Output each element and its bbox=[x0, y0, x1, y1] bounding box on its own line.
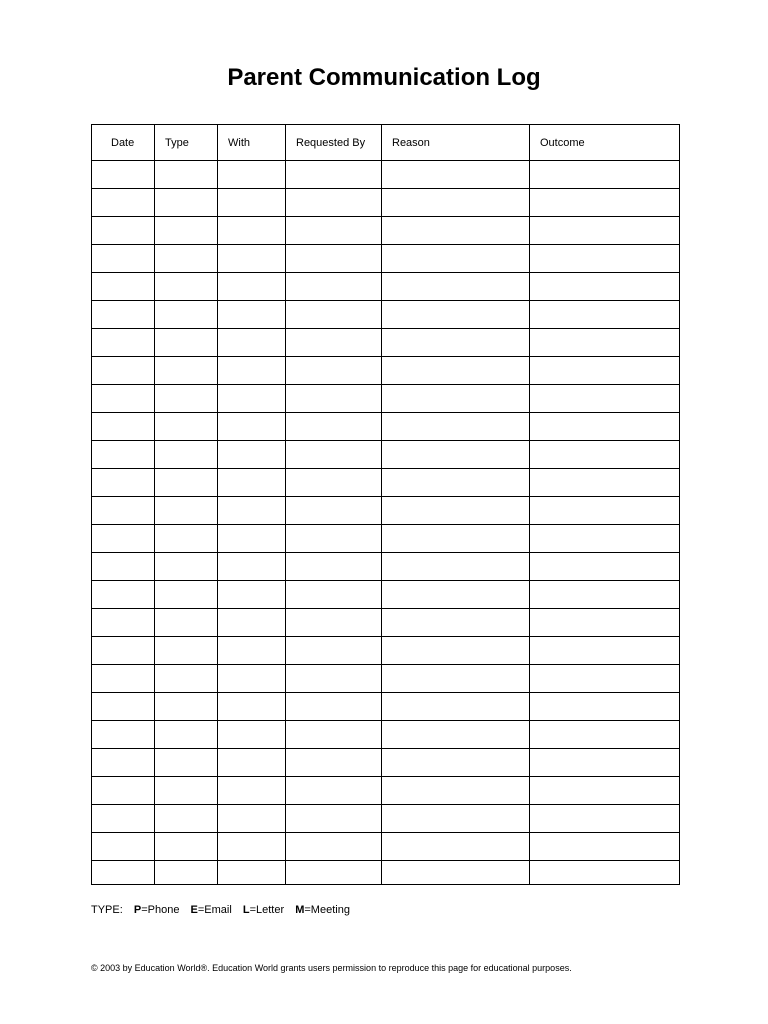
table-cell bbox=[530, 217, 680, 245]
table-cell bbox=[218, 469, 286, 497]
table-cell bbox=[530, 441, 680, 469]
table-cell bbox=[218, 385, 286, 413]
table-cell bbox=[92, 329, 155, 357]
table-cell bbox=[286, 777, 382, 805]
table-cell bbox=[155, 329, 218, 357]
table-cell bbox=[530, 161, 680, 189]
table-row bbox=[92, 581, 680, 609]
table-cell bbox=[382, 525, 530, 553]
table-cell bbox=[92, 609, 155, 637]
table-cell bbox=[218, 833, 286, 861]
table-cell bbox=[382, 721, 530, 749]
table-cell bbox=[530, 693, 680, 721]
table-cell bbox=[92, 833, 155, 861]
table-cell bbox=[92, 245, 155, 273]
column-header-date: Date bbox=[92, 125, 155, 161]
column-header-outcome: Outcome bbox=[530, 125, 680, 161]
table-cell bbox=[155, 805, 218, 833]
table-cell bbox=[530, 749, 680, 777]
table-cell bbox=[155, 497, 218, 525]
table-cell bbox=[218, 553, 286, 581]
table-row bbox=[92, 721, 680, 749]
column-header-type: Type bbox=[155, 125, 218, 161]
bottom-rule bbox=[91, 884, 679, 885]
table-cell bbox=[382, 385, 530, 413]
table-cell bbox=[530, 301, 680, 329]
table-cell bbox=[155, 301, 218, 329]
table-cell bbox=[286, 749, 382, 777]
table-row bbox=[92, 189, 680, 217]
table-cell bbox=[286, 441, 382, 469]
page-title: Parent Communication Log bbox=[227, 64, 541, 91]
table-cell bbox=[92, 161, 155, 189]
legend-text-meeting: =Meeting bbox=[304, 904, 350, 916]
table-cell bbox=[218, 413, 286, 441]
table-cell bbox=[530, 553, 680, 581]
table-cell bbox=[382, 777, 530, 805]
table-cell bbox=[530, 245, 680, 273]
table-cell bbox=[286, 553, 382, 581]
table-cell bbox=[286, 189, 382, 217]
table-cell bbox=[218, 357, 286, 385]
table-cell bbox=[92, 553, 155, 581]
table-cell bbox=[286, 637, 382, 665]
table-cell bbox=[155, 273, 218, 301]
table-row bbox=[92, 357, 680, 385]
legend-key-phone: P bbox=[133, 904, 142, 916]
table-cell bbox=[218, 329, 286, 357]
table-cell bbox=[530, 385, 680, 413]
table-cell bbox=[92, 665, 155, 693]
table-row bbox=[92, 833, 680, 861]
table-cell bbox=[530, 497, 680, 525]
table-cell bbox=[286, 413, 382, 441]
table-row bbox=[92, 301, 680, 329]
table-cell bbox=[218, 581, 286, 609]
table-cell bbox=[92, 525, 155, 553]
table-cell bbox=[382, 805, 530, 833]
table-cell bbox=[218, 497, 286, 525]
table-cell bbox=[218, 609, 286, 637]
table-cell bbox=[530, 665, 680, 693]
table-cell bbox=[286, 609, 382, 637]
legend-key-email: E bbox=[190, 904, 198, 916]
table-cell bbox=[286, 301, 382, 329]
table-cell bbox=[218, 161, 286, 189]
table-cell bbox=[286, 525, 382, 553]
table-cell bbox=[155, 441, 218, 469]
table-cell bbox=[530, 777, 680, 805]
table-cell bbox=[218, 665, 286, 693]
table-row bbox=[92, 497, 680, 525]
table-header-row bbox=[92, 125, 680, 161]
table-cell bbox=[92, 273, 155, 301]
table-row bbox=[92, 637, 680, 665]
table-cell bbox=[218, 693, 286, 721]
table-cell bbox=[155, 665, 218, 693]
table-cell bbox=[382, 329, 530, 357]
table-cell bbox=[92, 469, 155, 497]
table-cell bbox=[155, 413, 218, 441]
legend-text-letter: =Letter bbox=[249, 904, 285, 916]
table-cell bbox=[530, 357, 680, 385]
table-row bbox=[92, 553, 680, 581]
table-cell bbox=[218, 637, 286, 665]
table-cell bbox=[155, 581, 218, 609]
table-cell bbox=[382, 161, 530, 189]
table-cell bbox=[92, 217, 155, 245]
table-cell bbox=[286, 329, 382, 357]
table-cell bbox=[382, 581, 530, 609]
table-row bbox=[92, 161, 680, 189]
table-cell bbox=[382, 497, 530, 525]
table-cell bbox=[218, 301, 286, 329]
table-cell bbox=[155, 189, 218, 217]
table-cell bbox=[92, 777, 155, 805]
table-cell bbox=[92, 637, 155, 665]
table-cell bbox=[530, 861, 680, 885]
table-cell bbox=[92, 385, 155, 413]
table-cell bbox=[92, 497, 155, 525]
table-row bbox=[92, 525, 680, 553]
table-cell bbox=[286, 161, 382, 189]
table-row bbox=[92, 469, 680, 497]
table-cell bbox=[382, 189, 530, 217]
table-cell bbox=[218, 217, 286, 245]
table-row bbox=[92, 749, 680, 777]
table-cell bbox=[382, 245, 530, 273]
communication-log-table bbox=[91, 124, 680, 885]
table-cell bbox=[92, 189, 155, 217]
table-cell bbox=[382, 637, 530, 665]
table-cell bbox=[92, 581, 155, 609]
table-cell bbox=[155, 469, 218, 497]
table-cell bbox=[286, 273, 382, 301]
table-cell bbox=[155, 553, 218, 581]
table-cell bbox=[286, 385, 382, 413]
table-cell bbox=[92, 413, 155, 441]
table-cell bbox=[155, 609, 218, 637]
table-cell bbox=[530, 637, 680, 665]
table-row bbox=[92, 273, 680, 301]
table-cell bbox=[92, 693, 155, 721]
table-cell bbox=[155, 721, 218, 749]
table-cell bbox=[218, 805, 286, 833]
table-cell bbox=[530, 721, 680, 749]
table-cell bbox=[218, 441, 286, 469]
table-row bbox=[92, 693, 680, 721]
table-cell bbox=[155, 357, 218, 385]
table-row bbox=[92, 609, 680, 637]
table-cell bbox=[92, 805, 155, 833]
table-row bbox=[92, 385, 680, 413]
table-cell bbox=[382, 413, 530, 441]
table-cell bbox=[382, 217, 530, 245]
column-header-requested-by: Requested By bbox=[286, 125, 382, 161]
table-cell bbox=[286, 665, 382, 693]
table-cell bbox=[92, 749, 155, 777]
table-cell bbox=[92, 301, 155, 329]
table-cell bbox=[382, 301, 530, 329]
table-cell bbox=[286, 581, 382, 609]
table-cell bbox=[155, 385, 218, 413]
legend-text-phone: =Phone bbox=[141, 904, 180, 916]
type-legend bbox=[91, 904, 350, 916]
table-cell bbox=[286, 497, 382, 525]
table-cell bbox=[382, 273, 530, 301]
table-cell bbox=[92, 861, 155, 885]
column-header-with: With bbox=[218, 125, 286, 161]
table-cell bbox=[530, 609, 680, 637]
table-body bbox=[92, 161, 680, 885]
table-cell bbox=[155, 525, 218, 553]
legend-label: TYPE: bbox=[91, 904, 123, 916]
table-cell bbox=[92, 721, 155, 749]
table-cell bbox=[382, 553, 530, 581]
table-cell bbox=[155, 693, 218, 721]
table-cell bbox=[218, 777, 286, 805]
copyright-footer: © 2003 by Education World®. Education World grants users permission to reproduce this page for educational purposes. bbox=[91, 963, 572, 973]
table-cell bbox=[218, 861, 286, 885]
legend-key-letter: L bbox=[242, 904, 250, 916]
table-cell bbox=[286, 833, 382, 861]
table-cell bbox=[92, 441, 155, 469]
table-cell bbox=[155, 637, 218, 665]
table-cell bbox=[155, 161, 218, 189]
table-cell bbox=[530, 329, 680, 357]
table-cell bbox=[382, 469, 530, 497]
table-cell bbox=[530, 581, 680, 609]
table-cell bbox=[382, 665, 530, 693]
table-cell bbox=[530, 413, 680, 441]
table-cell bbox=[286, 469, 382, 497]
table-cell bbox=[218, 525, 286, 553]
table-row bbox=[92, 777, 680, 805]
table-cell bbox=[382, 609, 530, 637]
table-cell bbox=[218, 245, 286, 273]
table-row bbox=[92, 805, 680, 833]
table-cell bbox=[382, 357, 530, 385]
table-row bbox=[92, 665, 680, 693]
table-row bbox=[92, 861, 680, 885]
table-row bbox=[92, 329, 680, 357]
table-cell bbox=[286, 861, 382, 885]
table-cell bbox=[286, 805, 382, 833]
table-cell bbox=[218, 189, 286, 217]
table-cell bbox=[155, 245, 218, 273]
table-cell bbox=[286, 217, 382, 245]
table-cell bbox=[218, 273, 286, 301]
table-cell bbox=[155, 749, 218, 777]
table-cell bbox=[530, 525, 680, 553]
table-cell bbox=[218, 749, 286, 777]
table-cell bbox=[155, 861, 218, 885]
table-cell bbox=[286, 357, 382, 385]
table-cell bbox=[530, 469, 680, 497]
table-cell bbox=[286, 721, 382, 749]
table-cell bbox=[530, 833, 680, 861]
table-cell bbox=[286, 693, 382, 721]
table-cell bbox=[530, 189, 680, 217]
table-row bbox=[92, 245, 680, 273]
column-header-reason: Reason bbox=[382, 125, 530, 161]
table-row bbox=[92, 441, 680, 469]
table-cell bbox=[155, 777, 218, 805]
table-cell bbox=[382, 693, 530, 721]
table-cell bbox=[155, 217, 218, 245]
table-cell bbox=[92, 357, 155, 385]
table-cell bbox=[382, 861, 530, 885]
table-row bbox=[92, 413, 680, 441]
table-cell bbox=[286, 245, 382, 273]
table-cell bbox=[530, 273, 680, 301]
table-cell bbox=[382, 441, 530, 469]
table-cell bbox=[155, 833, 218, 861]
table-cell bbox=[218, 721, 286, 749]
legend-text-email: =Email bbox=[197, 904, 232, 916]
table-cell bbox=[382, 749, 530, 777]
table-cell bbox=[530, 805, 680, 833]
table-cell bbox=[382, 833, 530, 861]
legend-key-meeting: M bbox=[295, 904, 305, 916]
table-row bbox=[92, 217, 680, 245]
